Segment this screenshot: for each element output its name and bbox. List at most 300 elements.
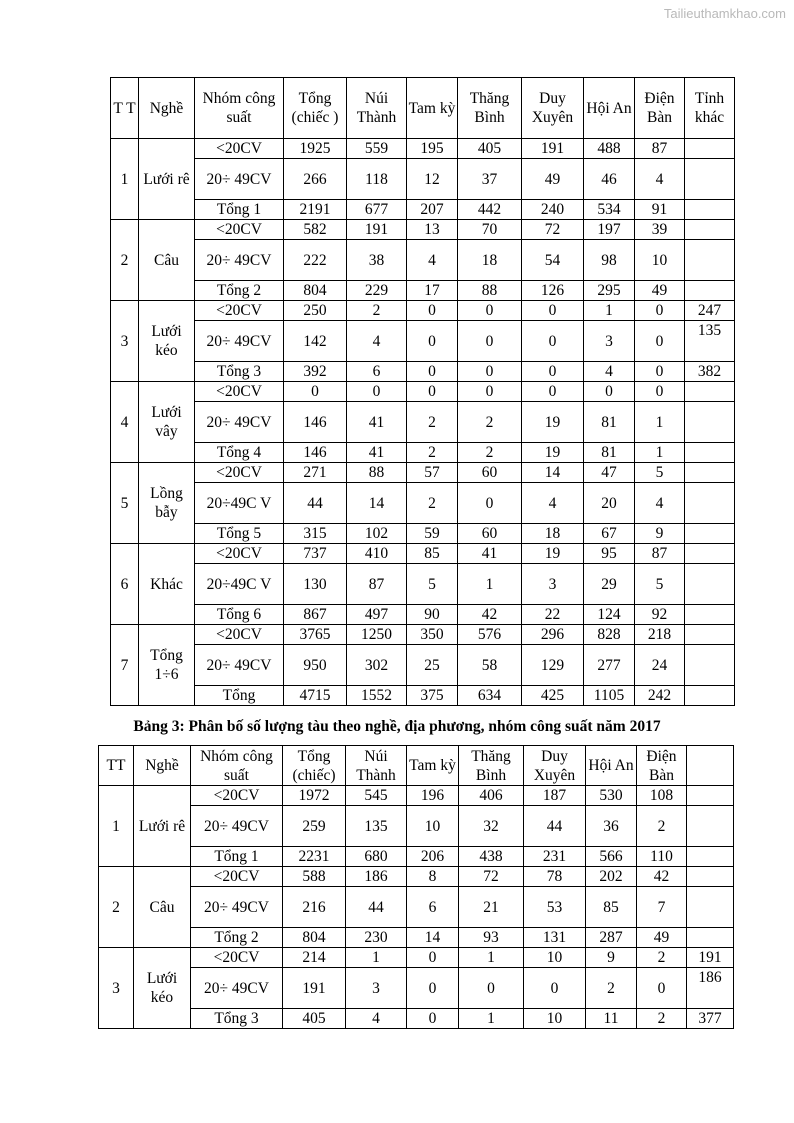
table-cell: 0 — [635, 382, 685, 402]
other-province-cell: 191 — [687, 948, 734, 968]
table-cell: 0 — [635, 362, 685, 382]
table-row — [111, 686, 735, 706]
row-index: 5 — [111, 463, 139, 544]
table-cell: 576 — [458, 625, 522, 645]
table-row — [111, 463, 735, 483]
power-group: Tổng 3 — [191, 1009, 283, 1029]
table-cell: 242 — [635, 686, 685, 706]
table-cell: 392 — [284, 362, 347, 382]
table-cell: 53 — [524, 887, 586, 928]
table-cell: 1 — [459, 948, 524, 968]
column-header: Thăng Bình — [459, 746, 524, 786]
power-group: Tổng 6 — [195, 605, 284, 625]
table-cell: 14 — [347, 483, 407, 524]
table-cell: 0 — [458, 321, 522, 362]
table-cell: 287 — [586, 928, 637, 948]
table-cell: 271 — [284, 463, 347, 483]
table-cell: 1925 — [284, 139, 347, 159]
table-cell: 195 — [407, 139, 458, 159]
table-cell: 0 — [522, 321, 584, 362]
table-row — [111, 625, 735, 645]
table-cell: 0 — [584, 382, 635, 402]
table-cell: 0 — [347, 382, 407, 402]
table-cell: 497 — [347, 605, 407, 625]
other-province-cell — [687, 867, 734, 887]
table-cell: 135 — [346, 806, 407, 847]
table-cell: 0 — [522, 362, 584, 382]
table-cell: 230 — [346, 928, 407, 948]
power-group: Tổng 3 — [195, 362, 284, 382]
table-cell: 1552 — [347, 686, 407, 706]
table-row — [111, 139, 735, 159]
power-group: <20CV — [195, 139, 284, 159]
table-cell: 81 — [584, 402, 635, 443]
watermark: Tailieuthamkhao.com — [663, 6, 786, 21]
table-cell: 10 — [407, 806, 459, 847]
table-cell: 582 — [284, 220, 347, 240]
table-cell: 17 — [407, 281, 458, 301]
table-row — [111, 240, 735, 281]
table-cell: 250 — [284, 301, 347, 321]
table-cell: 70 — [458, 220, 522, 240]
table-cell: 41 — [458, 544, 522, 564]
table-cell: 0 — [459, 968, 524, 1009]
table-caption: Bảng 3: Phân bố số lượng tàu theo nghề, địa phương, nhóm công suất năm 2017 — [133, 718, 661, 735]
table-cell: 2 — [637, 948, 687, 968]
table-cell: 2 — [407, 483, 458, 524]
table-row — [111, 321, 735, 362]
table-cell: 38 — [347, 240, 407, 281]
table-cell: 49 — [637, 928, 687, 948]
table-cell: 488 — [584, 139, 635, 159]
power-group: 20÷49C V — [195, 564, 284, 605]
table-cell: 0 — [522, 382, 584, 402]
table-cell: 2 — [347, 301, 407, 321]
table-cell: 186 — [346, 867, 407, 887]
table-cell: 44 — [524, 806, 586, 847]
table-cell: 202 — [586, 867, 637, 887]
table-cell: 18 — [522, 524, 584, 544]
table-cell: 1 — [459, 1009, 524, 1029]
other-province-cell — [685, 564, 735, 605]
table-cell: 737 — [284, 544, 347, 564]
other-province-cell — [685, 625, 735, 645]
table-cell: 350 — [407, 625, 458, 645]
table-cell: 6 — [407, 887, 459, 928]
table-cell: 4 — [584, 362, 635, 382]
table-cell: 142 — [284, 321, 347, 362]
table-cell: 93 — [459, 928, 524, 948]
table-cell: 9 — [635, 524, 685, 544]
table-cell: 804 — [283, 928, 346, 948]
other-province-cell: 377 — [687, 1009, 734, 1029]
column-header: Tam kỳ — [407, 746, 459, 786]
table-cell: 266 — [284, 159, 347, 200]
power-group: 20÷ 49CV — [191, 968, 283, 1009]
table-cell: 187 — [524, 786, 586, 806]
table-cell: 41 — [347, 443, 407, 463]
power-group: <20CV — [195, 301, 284, 321]
table-row — [111, 645, 735, 686]
table-cell: 588 — [283, 867, 346, 887]
table-cell: 25 — [407, 645, 458, 686]
table-cell: 42 — [458, 605, 522, 625]
row-index: 2 — [111, 220, 139, 301]
table-cell: 1 — [584, 301, 635, 321]
table-cell: 191 — [347, 220, 407, 240]
power-group: <20CV — [195, 544, 284, 564]
table-cell: 3 — [522, 564, 584, 605]
table-cell: 0 — [635, 301, 685, 321]
column-header: Tam kỳ — [407, 78, 458, 139]
table-cell: 10 — [635, 240, 685, 281]
table-cell: 191 — [522, 139, 584, 159]
table-cell: 0 — [284, 382, 347, 402]
other-province-cell — [687, 847, 734, 867]
other-province-cell: 135 — [685, 321, 735, 362]
table-row — [111, 524, 735, 544]
other-province-cell — [685, 200, 735, 220]
row-index: 1 — [111, 139, 139, 220]
table-cell: 88 — [458, 281, 522, 301]
table-cell: 57 — [407, 463, 458, 483]
table-cell: 60 — [458, 463, 522, 483]
table-cell: 2 — [407, 402, 458, 443]
column-header: Điện Bàn — [637, 746, 687, 786]
row-index: 1 — [99, 786, 134, 867]
table-cell: 1972 — [283, 786, 346, 806]
table-cell: 81 — [584, 443, 635, 463]
table-row — [99, 968, 734, 1009]
table-row — [111, 200, 735, 220]
table-cell: 1 — [635, 443, 685, 463]
table-cell: 545 — [346, 786, 407, 806]
other-province-cell: 247 — [685, 301, 735, 321]
table-cell: 867 — [284, 605, 347, 625]
table-row — [111, 220, 735, 240]
row-index: 2 — [99, 867, 134, 948]
table-cell: 4715 — [284, 686, 347, 706]
table-cell: 1 — [635, 402, 685, 443]
table-cell: 0 — [458, 382, 522, 402]
table-cell: 3 — [346, 968, 407, 1009]
table-cell: 207 — [407, 200, 458, 220]
table-cell: 39 — [635, 220, 685, 240]
table-cell: 296 — [522, 625, 584, 645]
column-header: Duy Xuyên — [522, 78, 584, 139]
table-cell: 102 — [347, 524, 407, 544]
table-row — [99, 847, 734, 867]
row-index: 4 — [111, 382, 139, 463]
table-cell: 559 — [347, 139, 407, 159]
power-group: 20÷ 49CV — [195, 321, 284, 362]
table-cell: 680 — [346, 847, 407, 867]
table-cell: 44 — [346, 887, 407, 928]
power-group: 20÷ 49CV — [195, 402, 284, 443]
table-cell: 92 — [635, 605, 685, 625]
table-cell: 22 — [522, 605, 584, 625]
table-cell: 10 — [524, 1009, 586, 1029]
table-cell: 4 — [347, 321, 407, 362]
table-row — [99, 867, 734, 887]
table-cell: 12 — [407, 159, 458, 200]
table-cell: 130 — [284, 564, 347, 605]
other-province-cell — [685, 281, 735, 301]
column-header: Tỉnh khác — [685, 78, 735, 139]
table-cell: 2 — [407, 443, 458, 463]
table-cell: 87 — [347, 564, 407, 605]
table-cell: 85 — [407, 544, 458, 564]
table-cell: 21 — [459, 887, 524, 928]
other-province-cell — [685, 240, 735, 281]
table-cell: 191 — [283, 968, 346, 1009]
power-group: 20÷ 49CV — [191, 806, 283, 847]
table-cell: 634 — [458, 686, 522, 706]
column-header: Điện Bàn — [635, 78, 685, 139]
table-cell: 240 — [522, 200, 584, 220]
other-province-cell — [685, 220, 735, 240]
row-index: 6 — [111, 544, 139, 625]
other-province-cell — [685, 443, 735, 463]
other-province-cell — [685, 686, 735, 706]
table-cell: 0 — [407, 948, 459, 968]
fishing-type: Lưới kéo — [139, 301, 195, 382]
table-cell: 2 — [637, 806, 687, 847]
table-cell: 72 — [522, 220, 584, 240]
table-cell: 91 — [635, 200, 685, 220]
table-cell: 375 — [407, 686, 458, 706]
table-cell: 13 — [407, 220, 458, 240]
fishing-type: Khác — [139, 544, 195, 625]
table-cell: 6 — [347, 362, 407, 382]
table-cell: 60 — [458, 524, 522, 544]
table-cell: 24 — [635, 645, 685, 686]
column-header: Nhóm công suất — [191, 746, 283, 786]
table-row — [99, 1009, 734, 1029]
column-header: Núi Thành — [346, 746, 407, 786]
table-cell: 46 — [584, 159, 635, 200]
table-cell: 58 — [458, 645, 522, 686]
table-cell: 0 — [407, 321, 458, 362]
table-row — [111, 564, 735, 605]
table-cell: 3 — [584, 321, 635, 362]
table-cell: 20 — [584, 483, 635, 524]
fishing-type: Tổng 1÷6 — [139, 625, 195, 706]
other-province-cell — [685, 382, 735, 402]
fishing-type: Lồng bẫy — [139, 463, 195, 544]
power-group: <20CV — [195, 625, 284, 645]
other-province-cell — [687, 887, 734, 928]
table-cell: 4 — [407, 240, 458, 281]
table-cell: 0 — [407, 362, 458, 382]
fishing-type: Lưới rê — [139, 139, 195, 220]
table-cell: 222 — [284, 240, 347, 281]
table-cell: 19 — [522, 544, 584, 564]
power-group: <20CV — [191, 786, 283, 806]
table-cell: 2 — [458, 443, 522, 463]
table-cell: 7 — [637, 887, 687, 928]
table-cell: 47 — [584, 463, 635, 483]
fishing-type: Lưới vây — [139, 382, 195, 463]
table-cell: 4 — [635, 483, 685, 524]
table-cell: 5 — [635, 463, 685, 483]
table-cell: 405 — [283, 1009, 346, 1029]
power-group: Tổng 4 — [195, 443, 284, 463]
row-index: 3 — [111, 301, 139, 382]
other-province-cell — [687, 928, 734, 948]
table-cell: 59 — [407, 524, 458, 544]
table-row — [111, 483, 735, 524]
table-cell: 110 — [637, 847, 687, 867]
table-cell: 98 — [584, 240, 635, 281]
column-header: Thăng Bình — [458, 78, 522, 139]
table-cell: 95 — [584, 544, 635, 564]
power-group: Tổng 2 — [191, 928, 283, 948]
table-row — [111, 301, 735, 321]
table-cell: 804 — [284, 281, 347, 301]
other-province-cell — [685, 524, 735, 544]
table-cell: 126 — [522, 281, 584, 301]
table-cell: 37 — [458, 159, 522, 200]
table-row — [111, 443, 735, 463]
other-province-cell — [685, 483, 735, 524]
table-cell: 1105 — [584, 686, 635, 706]
fishing-type: Câu — [134, 867, 191, 948]
fishing-type: Câu — [139, 220, 195, 301]
column-header: Nghề — [134, 746, 191, 786]
table-cell: 196 — [407, 786, 459, 806]
table-cell: 146 — [284, 443, 347, 463]
table-cell: 8 — [407, 867, 459, 887]
table-cell: 0 — [458, 362, 522, 382]
other-province-cell — [687, 786, 734, 806]
table-cell: 677 — [347, 200, 407, 220]
fishing-type: Lưới rê — [134, 786, 191, 867]
column-header: Hội An — [586, 746, 637, 786]
table-cell: 36 — [586, 806, 637, 847]
table-cell: 10 — [524, 948, 586, 968]
fishing-type: Lưới kéo — [134, 948, 191, 1029]
table-cell: 72 — [459, 867, 524, 887]
table-cell: 405 — [458, 139, 522, 159]
power-group: Tổng — [195, 686, 284, 706]
table-cell: 0 — [635, 321, 685, 362]
table-cell: 131 — [524, 928, 586, 948]
table-row — [111, 382, 735, 402]
table-cell: 87 — [635, 544, 685, 564]
column-header: Nhóm công suất — [195, 78, 284, 139]
table-cell: 530 — [586, 786, 637, 806]
table-cell: 67 — [584, 524, 635, 544]
table-cell: 4 — [346, 1009, 407, 1029]
table-row — [99, 786, 734, 806]
table-cell: 124 — [584, 605, 635, 625]
table-cell: 14 — [407, 928, 459, 948]
table-cell: 534 — [584, 200, 635, 220]
column-header — [687, 746, 734, 786]
table-cell: 0 — [407, 301, 458, 321]
table-cell: 315 — [284, 524, 347, 544]
table-cell: 2 — [637, 1009, 687, 1029]
column-header: Tổng (chiếc ) — [284, 78, 347, 139]
table-cell: 4 — [635, 159, 685, 200]
power-group: 20÷49C V — [195, 483, 284, 524]
power-group: 20÷ 49CV — [191, 887, 283, 928]
table-cell: 108 — [637, 786, 687, 806]
other-province-cell — [685, 159, 735, 200]
table-cell: 566 — [586, 847, 637, 867]
table-cell: 2 — [586, 968, 637, 1009]
row-index: 7 — [111, 625, 139, 706]
column-header: Nghề — [139, 78, 195, 139]
table-cell: 259 — [283, 806, 346, 847]
other-province-cell — [685, 544, 735, 564]
table-cell: 277 — [584, 645, 635, 686]
table-cell: 0 — [407, 1009, 459, 1029]
table-cell: 78 — [524, 867, 586, 887]
other-province-cell — [685, 402, 735, 443]
table-cell: 1 — [458, 564, 522, 605]
column-header: Hội An — [584, 78, 635, 139]
table-cell: 0 — [407, 968, 459, 1009]
table-cell: 295 — [584, 281, 635, 301]
table-cell: 4 — [522, 483, 584, 524]
table-cell: 90 — [407, 605, 458, 625]
other-province-cell — [687, 806, 734, 847]
table-row — [111, 159, 735, 200]
table-cell: 5 — [407, 564, 458, 605]
table-cell: 18 — [458, 240, 522, 281]
table-row — [111, 402, 735, 443]
power-group: <20CV — [191, 948, 283, 968]
table-cell: 2231 — [283, 847, 346, 867]
table-cell: 1250 — [347, 625, 407, 645]
table-cell: 0 — [522, 301, 584, 321]
power-group: 20÷ 49CV — [195, 159, 284, 200]
table-cell: 0 — [458, 483, 522, 524]
table-row — [99, 887, 734, 928]
other-province-cell: 382 — [685, 362, 735, 382]
table-cell: 87 — [635, 139, 685, 159]
table-row — [111, 362, 735, 382]
table-row — [111, 605, 735, 625]
table-cell: 231 — [524, 847, 586, 867]
table-cell: 19 — [522, 443, 584, 463]
column-header: Tổng (chiếc) — [283, 746, 346, 786]
fleet-table-2017 — [98, 745, 734, 1029]
column-header: TT — [99, 746, 134, 786]
table-cell: 49 — [522, 159, 584, 200]
table-cell: 302 — [347, 645, 407, 686]
header-row — [99, 746, 734, 786]
table-row — [99, 928, 734, 948]
table-cell: 442 — [458, 200, 522, 220]
table-cell: 49 — [635, 281, 685, 301]
table-cell: 5 — [635, 564, 685, 605]
power-group: Tổng 1 — [195, 200, 284, 220]
table-cell: 54 — [522, 240, 584, 281]
table-cell: 218 — [635, 625, 685, 645]
power-group: <20CV — [195, 463, 284, 483]
table-cell: 216 — [283, 887, 346, 928]
table-cell: 85 — [586, 887, 637, 928]
row-index: 3 — [99, 948, 134, 1029]
table-row — [111, 281, 735, 301]
power-group: <20CV — [191, 867, 283, 887]
table-cell: 0 — [524, 968, 586, 1009]
table-cell: 32 — [459, 806, 524, 847]
column-header: Núi Thành — [347, 78, 407, 139]
